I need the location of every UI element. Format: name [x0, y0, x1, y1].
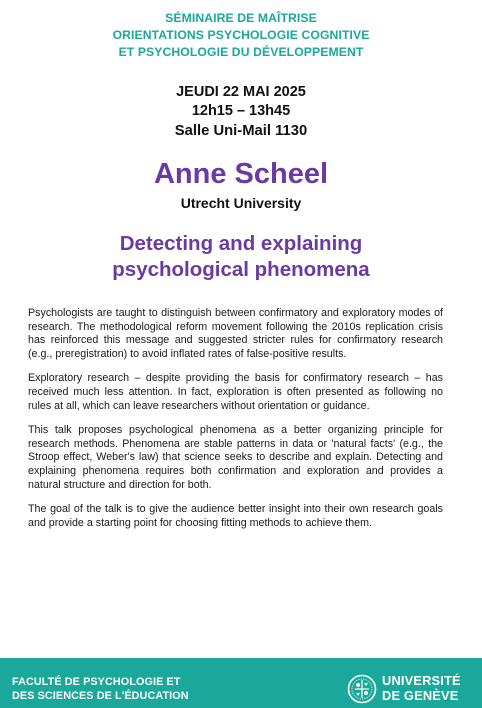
abstract-paragraph-1: Psychologists are taught to distinguish between confirmatory and exploratory modes of research. The methodological reform movement following the 2010s replication crisis has reinforced this message and suggested stricter rules for confirmatory research (e.g., preregistration) to avoid inflated rates of false-positive results. [28, 307, 443, 360]
event-details [0, 83, 482, 141]
seminar-header [0, 10, 482, 61]
event-date: JEUDI 22 MAI 2025 [176, 84, 306, 100]
talk-title [0, 231, 482, 283]
university-name [382, 673, 461, 703]
abstract-paragraph-2: Exploratory research – despite providing the basis for confirmatory research – has received much less attention. In fact, exploration is often presented as following no rules at all, which can leave researchers without orientation or guidance. [28, 372, 443, 412]
faculty-name [12, 676, 189, 703]
talk-title-line-1: Detecting and explaining [119, 232, 363, 255]
speaker-name: Anne Scheel [153, 158, 329, 190]
university-name-line-2: DE GENÈVE [382, 688, 459, 703]
faculty-name-line-1: FACULTÉ DE PSYCHOLOGIE ET [12, 676, 181, 688]
abstract [28, 307, 443, 541]
event-time: 12h15 – 13h45 [191, 103, 291, 119]
seminar-header-line-1: SÉMINAIRE DE MAÎTRISE [165, 11, 317, 25]
faculty-name-line-2: DES SCIENCES DE L'ÉDUCATION [12, 689, 189, 702]
event-room: Salle Uni-Mail 1130 [174, 123, 308, 139]
abstract-paragraph-3: This talk proposes psychological phenomena as a better organizing principle for research methods. Phenomena are stable patterns in data or 'natural facts' (e.g., the Stroop effect, Weber's law) that science seeks to describe and explain. Detecting and explaining phenomena requires both confirmation and exploration and provides a natural structure and direction for both. [28, 424, 443, 491]
talk-title-line-2: psychological phenomena [112, 258, 370, 281]
university-seal-icon [347, 674, 377, 704]
speaker-affiliation: Utrecht University [180, 195, 302, 211]
abstract-paragraph-4: The goal of the talk is to give the audience better insight into their own research goals and provide a starting point for choosing fitting methods to achieve them. [28, 503, 443, 529]
seminar-header-line-3: ET PSYCHOLOGIE DU DÉVELOPPEMENT [118, 45, 364, 59]
footer-bar [0, 658, 482, 708]
seminar-header-line-2: ORIENTATIONS PSYCHOLOGIE COGNITIVE [112, 28, 370, 42]
university-name-line-1: UNIVERSITÉ [382, 673, 461, 688]
